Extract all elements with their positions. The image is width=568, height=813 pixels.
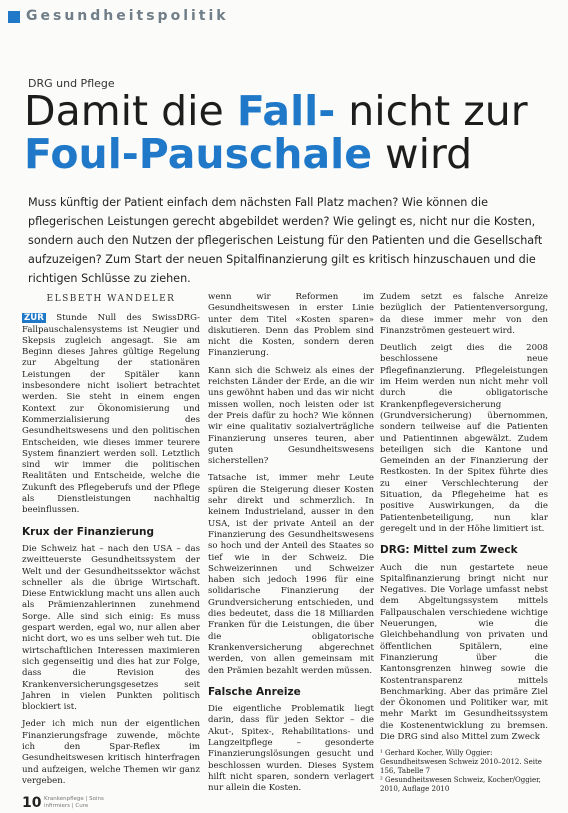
paragraph: Tatsache ist, immer mehr Leute spüren die Steigerung dieser Kosten sehr direkt und schmerzlich. In keinem Industrieland, ausser in den USA, ist der private Anteil an der Finanzierung des Gesundheitswesens so hoch und der Anteil des Staates so tief wie in der Schweiz. Die Schweizerinnen und Schweizer haben sich jedoch 1996 für eine solidarische Finanzierung der Grundversicherung entschieden, und dies bedeutet, dass die 18 Milliarden Franken für die Leistungen, die über die obligatorische Krankenversicherung abgerechnet werden, von allen gemeinsam mit den Prämien bezahlt werden müssen. — [208, 473, 374, 676]
article-headline — [24, 87, 564, 178]
author-byline: ELSBETH WANDELER — [46, 294, 176, 304]
subheading-finanzierung: Krux der Finanzierung — [22, 525, 154, 538]
footnotes — [380, 749, 548, 794]
article-column-1 — [22, 292, 200, 793]
footnote-2: ² Gesundheitswesen Schweiz, Kocher/Oggier, 2010, Auflage 2010 — [380, 776, 541, 794]
paragraph: Die Schweiz hat – nach den USA – das zweitteuerste Gesundheitssystem der Welt und der Gesundheitssektor wächst schneller als die übrige Wirtschaft. Diese Entwicklung macht uns allen auch als Prämienzahlerinnen zunehmend Sorge. Alle sind sich einig: Es muss gespart werden, egal wo, nur allen aber nicht dort, wo es uns selber weh tut. Die wirtschaftlichen Interessen maximieren sich gegenseitig und dies hat zur Folge, dass die Revision des Krankenversicherungsgesetzes seit Jahren in vielen Punkten politisch blockiert ist. — [22, 543, 200, 713]
footnote-1: ¹ Gerhard Kocher, Willy Oggier: Gesundheitswesen Schweiz 2010–2012. Seite 156, Tabelle 7 — [380, 749, 542, 776]
subheading-drg: DRG: Mittel zum Zweck — [380, 544, 518, 557]
article-lead: Muss künftig der Patient einfach dem nächsten Fall Platz machen? Wie können die pflegerischen Leistungen gerecht abgebildet werden? Wie gelingt es, nicht nur die Kosten, sondern auch den Nutzen der pflegerischen Leistung für den Patienten und die Gesellschaft aufzuzeigen? Zum Start der neuen Spitalfinanzierung gilt es kritisch hinzuschauen und die richtigen Schlüsse zu ziehen. — [28, 196, 543, 285]
paragraph: Zudem setzt es falsche Anreize bezüglich der Patientenversorgung, da diese immer mehr von den Finanzströmen gesteuert wird. — [380, 292, 548, 336]
paragraph: Deutlich zeigt dies die 2008 beschlossene neue Pflegefinanzierung. Pflegeleistungen im Heim werden nun nicht mehr voll durch die obligatorische Krankenpflegeversicherung (Grundversicherung) übernommen, sondern teilweise auf die Patienten und Patientinnen abgewälzt. Zudem beteiligen sich die Kantone und Gemeinden an der Finanzierung der Restkosten. In der Spitex führte dies zu einer Verschlechterung der Situation, da Pflegeheime hat es positive Auswirkungen, da die Patientenbeteiligung, nun klar geregelt und in der Höhe limitiert ist. — [380, 343, 548, 534]
paragraph: wenn wir Reformen im Gesundheitswesen in erster Linie unter dem Titel «Kosten sparen» diskutieren. Denn das Problem sind nicht die Kosten, sondern deren Finanzierung. — [208, 292, 374, 359]
lead-word: ZUR — [24, 313, 44, 324]
headline-line1-highlight: Fall- — [236, 87, 336, 135]
paragraph: Jeder ich mich nun der eigentlichen Finanzierungsfrage zuwende, möchte ich den Spar-Reflex im Gesundheitswesen kritisch hinterfragen und aufzeigen, welche Themen wir ganz vergeben. — [22, 719, 200, 786]
magazine-info: Krankenpflege | Soins infirmiers | Cure — [44, 796, 104, 809]
subheading-anreize: Falsche Anreize — [208, 685, 301, 698]
article-column-2 — [208, 292, 374, 800]
article-kicker: DRG und Pflege — [28, 77, 115, 90]
paragraph: Die eigentliche Problematik liegt darin, dass für jeden Sektor – die Akut-, Spitex-, Rehabilitations- und Langzeitpflege – gesonderte Finanzierungslösungen gesucht und beschlossen wurden. Dieses System hilft nicht sparen, sondern verlagert nur allein die Kosten. — [208, 704, 374, 794]
paragraph: ZUR Stunde Null des SwissDRG-Fallpauschalensystems ist Neugier und Skepsis zugleich angesagt. Sie am Beginn dieses Jahres gültige Regelung zur Abgeltung der stationären Leistungen der Spitäler kann insbesondere nicht isoliert betrachtet werden. Sie steht in einem engen Kontext zur Ökonomisierung und Kommerzialisierung des Gesundheitswesens und den politischen Entscheiden, wie dieses immer teurere System finanziert werden soll. Letztlich sind wir immer die politischen Realitäten und Entscheide, welche die Zukunft des Pflegeberufs und der Pflege als Dienstleistungen nachhaltig beeinflussen. — [22, 313, 200, 516]
headline-line2-post: wird — [372, 130, 473, 178]
page-number: 10 — [22, 795, 42, 811]
headline-line1-post: nicht zur — [335, 87, 528, 135]
headline-line1-pre: Damit die — [24, 87, 237, 135]
section-marker — [8, 11, 20, 23]
article-column-3 — [380, 292, 548, 794]
paragraph: Auch die nun gestartete neue Spitalfinanzierung bringt nicht nur Negatives. Die Vorlage umfasst nebst dem Abgeltungssystem mittels Fallpauschalen verschiedene wichtige Neuerungen, wie die Gleichbehandlung von privaten und öffentlichen Spitälern, eine Finanzierung über die Kantonsgrenzen hinweg sowie die Kostentransparenz mittels Benchmarking. Aber das primäre Ziel der Ökonomen und Politiker war, mit mehr Markt im Gesundheitssystem die Kostenentwicklung zu bremsen. Die DRG sind also Mittel zum Zweck — [380, 562, 548, 742]
headline-line2-highlight: Foul-Pauschale — [24, 130, 372, 178]
paragraph: Kann sich die Schweiz als eines der reichsten Länder der Erde, an die wir uns gewöhnt haben und das wir nicht missen wollen, noch leisten oder ist der Preis dafür zu hoch? Wie können wir eine qualitativ sozialverträgliche Finanzierung unseres teuren, aber guten Gesundheitswesens sicherstellen? — [208, 365, 374, 467]
section-title: Gesundheitspolitik — [26, 8, 229, 24]
